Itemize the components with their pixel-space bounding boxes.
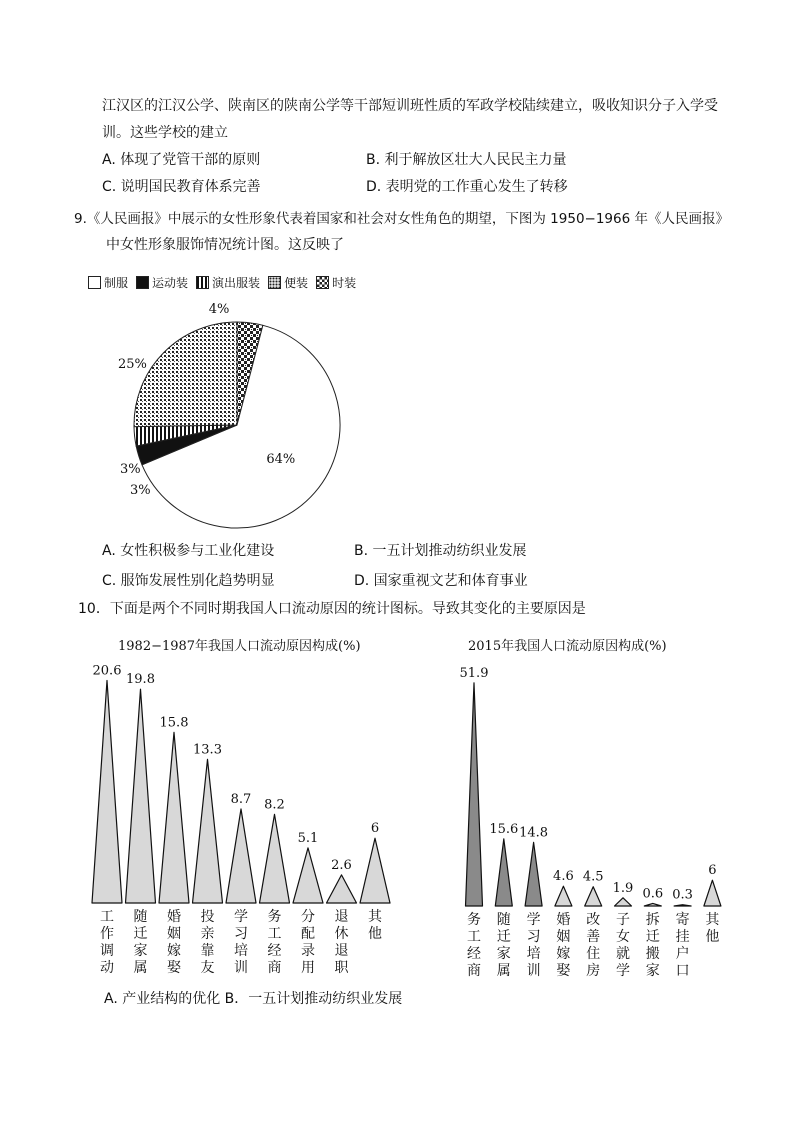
pie-label-1: 64%: [266, 451, 296, 467]
cone-category-1-0: 作: [100, 926, 114, 942]
legend-swatch-2: [196, 276, 209, 289]
cone-category-1-7: 退: [334, 909, 349, 925]
cone-category-1-4: 训: [234, 960, 248, 976]
cone-value-1-7: 2.6: [331, 857, 352, 873]
q8-stem-line2: 训。这些学校的建立: [102, 125, 228, 141]
cone-1-8: [360, 838, 390, 903]
cone-category-2-2: 训: [526, 963, 541, 979]
q8-stem-line1: 江汉区的江汉公学、陕南区的陕南公学等干部短训班性质的军政学校陆续建立，吸收知识分子入学受: [102, 98, 718, 114]
cone-category-1-7: 职: [334, 960, 349, 976]
legend-label-3: 便装: [284, 276, 309, 290]
cone-category-1-2: 婚: [167, 909, 181, 925]
cone-category-2-5: 就: [616, 946, 630, 962]
cone-category-2-6: 拆: [645, 912, 660, 928]
cone-1-2: [159, 732, 189, 903]
cone-category-2-6: 家: [645, 963, 660, 979]
q9-stem-line1: 9.《人民画报》中展示的女性形象代表着国家和社会对女性角色的期望，下图为 1950−1966 年《人民画报》: [74, 211, 729, 227]
cone-category-2-6: 搬: [645, 946, 660, 962]
cone-category-2-1: 迁: [496, 929, 511, 945]
cone-2-2: [525, 842, 542, 906]
cone-1-5: [260, 814, 290, 903]
cone-category-2-5: 子: [616, 912, 630, 928]
cone-category-2-7: 挂: [675, 929, 690, 945]
pie-slice-4: [134, 322, 237, 427]
cone-category-2-1: 家: [496, 946, 511, 962]
cone-2-3: [555, 886, 572, 906]
cone-category-2-5: 女: [616, 929, 630, 945]
cone-value-1-2: 15.8: [159, 715, 189, 731]
cone-2-6: [644, 903, 661, 906]
q8-option-d: D. 表明党的工作重心发生了转移: [366, 179, 568, 195]
q9-option-d: D. 国家重视文艺和体育事业: [354, 573, 528, 589]
cone-2-8: [704, 880, 721, 906]
cone-category-1-1: 随: [133, 909, 148, 925]
cone-category-2-4: 住: [586, 946, 601, 962]
pie-label-0: 4%: [208, 302, 230, 317]
cone-category-2-7: 寄: [675, 912, 690, 928]
cone-category-2-7: 口: [675, 963, 690, 979]
cone-category-1-8: 其: [368, 909, 382, 925]
q9-option-a: A. 女性积极参与工业化建设: [102, 543, 275, 559]
cone-1-4: [226, 809, 256, 903]
cone-2-4: [585, 887, 602, 906]
cone-category-2-8: 他: [705, 929, 720, 945]
cone-chart-2-title: 2015年我国人口流动原因构成(%): [468, 639, 667, 654]
cone-category-2-7: 户: [675, 946, 690, 962]
cone-category-1-5: 经: [267, 943, 282, 959]
cone-category-2-0: 商: [467, 963, 481, 979]
cone-category-1-5: 工: [267, 926, 282, 942]
cone-category-1-6: 录: [301, 943, 315, 959]
cone-category-2-6: 迁: [645, 929, 660, 945]
cone-2-5: [615, 898, 632, 906]
cone-category-2-1: 随: [496, 912, 511, 928]
cone-category-1-6: 用: [301, 960, 315, 976]
legend-swatch-1: [136, 276, 149, 289]
cone-category-2-2: 习: [526, 929, 541, 945]
cone-category-1-6: 分: [301, 909, 315, 925]
cone-category-1-5: 务: [267, 909, 282, 925]
pie-legend: [88, 274, 356, 291]
cone-chart-1-title: 1982−1987年我国人口流动原因构成(%): [118, 639, 361, 654]
cone-category-2-2: 培: [526, 946, 541, 962]
legend-swatch-4: [316, 276, 329, 289]
cone-value-1-3: 13.3: [193, 742, 222, 758]
cone-category-1-3: 友: [200, 960, 215, 976]
cone-value-2-3: 4.6: [553, 869, 574, 885]
cone-category-1-7: 退: [334, 943, 349, 959]
q9-option-b: B. 一五计划推动纺织业发展: [354, 543, 527, 559]
cone-category-1-8: 他: [368, 926, 382, 942]
legend-swatch-0: [88, 276, 101, 289]
cone-category-1-4: 习: [234, 926, 248, 942]
cone-1-0: [92, 681, 122, 904]
q8-option-b: B. 利于解放区壮大人民民主力量: [366, 152, 567, 168]
q10-stem: 10．下面是两个不同时期我国人口流动原因的统计图标。导致其变化的主要原因是: [78, 601, 586, 617]
pie-chart: [100, 295, 370, 535]
cone-value-1-5: 8.2: [264, 797, 285, 813]
cone-2-1: [495, 839, 512, 906]
cone-value-1-6: 5.1: [297, 830, 319, 846]
cone-category-1-0: 工: [100, 909, 114, 925]
pie-label-4: 25%: [118, 357, 147, 372]
cone-category-1-4: 学: [234, 909, 248, 925]
cone-category-1-5: 商: [267, 960, 282, 976]
cone-category-2-0: 经: [467, 946, 481, 962]
cone-1-6: [293, 848, 323, 903]
cone-chart-2015: [452, 655, 722, 980]
cone-category-1-4: 培: [234, 943, 248, 959]
cone-category-2-8: 其: [705, 912, 720, 928]
q8-option-c: C. 说明国民教育体系完善: [102, 179, 261, 195]
cone-value-2-8: 6: [708, 863, 717, 879]
cone-value-2-4: 4.5: [582, 869, 604, 885]
legend-label-2: 演出服装: [212, 276, 261, 290]
cone-category-1-3: 亲: [200, 926, 215, 942]
pie-label-3: 3%: [120, 462, 141, 477]
cone-category-1-0: 动: [100, 960, 114, 976]
cone-category-2-1: 属: [496, 963, 511, 979]
cone-value-1-4: 8.7: [230, 792, 252, 807]
cone-category-2-3: 嫁: [556, 946, 571, 962]
legend-label-0: 制服: [104, 276, 129, 290]
cone-category-2-0: 工: [467, 929, 481, 945]
cone-category-2-3: 娶: [556, 963, 571, 979]
pie-label-2: 3%: [130, 483, 151, 498]
legend-swatch-3: [268, 276, 281, 289]
cone-value-1-8: 6: [370, 821, 380, 837]
cone-category-1-2: 嫁: [167, 943, 181, 959]
cone-value-2-2: 14.8: [519, 825, 549, 841]
cone-2-0: [466, 683, 483, 906]
cone-category-2-4: 改: [586, 912, 601, 928]
cone-1-7: [327, 875, 357, 903]
cone-category-1-3: 投: [200, 909, 215, 925]
cone-category-2-4: 善: [586, 929, 601, 945]
legend-label-1: 运动装: [152, 276, 189, 290]
cone-category-1-2: 娶: [167, 960, 181, 976]
cone-category-1-1: 属: [133, 960, 148, 976]
cone-category-2-5: 学: [616, 963, 630, 979]
cone-value-2-6: 0.6: [642, 886, 664, 902]
cone-value-2-0: 51.9: [459, 665, 489, 681]
cone-category-1-0: 调: [100, 943, 114, 959]
q10-option-a: A. 产业结构的优化 B．一五计划推动纺织业发展: [104, 991, 403, 1007]
cone-value-1-0: 20.6: [92, 665, 122, 679]
cone-value-2-1: 15.6: [489, 821, 519, 837]
cone-category-2-3: 姻: [556, 929, 571, 945]
cone-category-2-3: 婚: [556, 912, 571, 928]
cone-category-1-2: 姻: [167, 926, 181, 942]
q9-option-c: C. 服饰发展性别化趋势明显: [102, 573, 275, 589]
cone-1-1: [126, 689, 156, 903]
cone-value-2-7: 0.3: [672, 887, 693, 903]
cone-category-2-2: 学: [526, 912, 541, 928]
cone-value-2-5: 1.9: [612, 880, 634, 896]
cone-category-1-3: 靠: [200, 943, 215, 959]
legend-label-4: 时装: [332, 276, 357, 290]
cone-1-3: [193, 759, 223, 903]
q8-option-a: A. 体现了党管干部的原则: [102, 152, 261, 168]
q9-stem-line2: 中女性形象服饰情况统计图。这反映了: [106, 237, 344, 253]
cone-category-1-1: 迁: [133, 926, 148, 942]
cone-category-2-4: 房: [586, 963, 601, 979]
cone-category-1-6: 配: [301, 926, 315, 942]
cone-category-2-0: 务: [467, 912, 481, 928]
cone-chart-1982-1987: [85, 665, 405, 980]
cone-2-7: [674, 905, 691, 906]
cone-value-1-1: 19.8: [126, 672, 155, 688]
cone-category-1-1: 家: [133, 943, 148, 959]
cone-category-1-7: 休: [334, 926, 349, 942]
